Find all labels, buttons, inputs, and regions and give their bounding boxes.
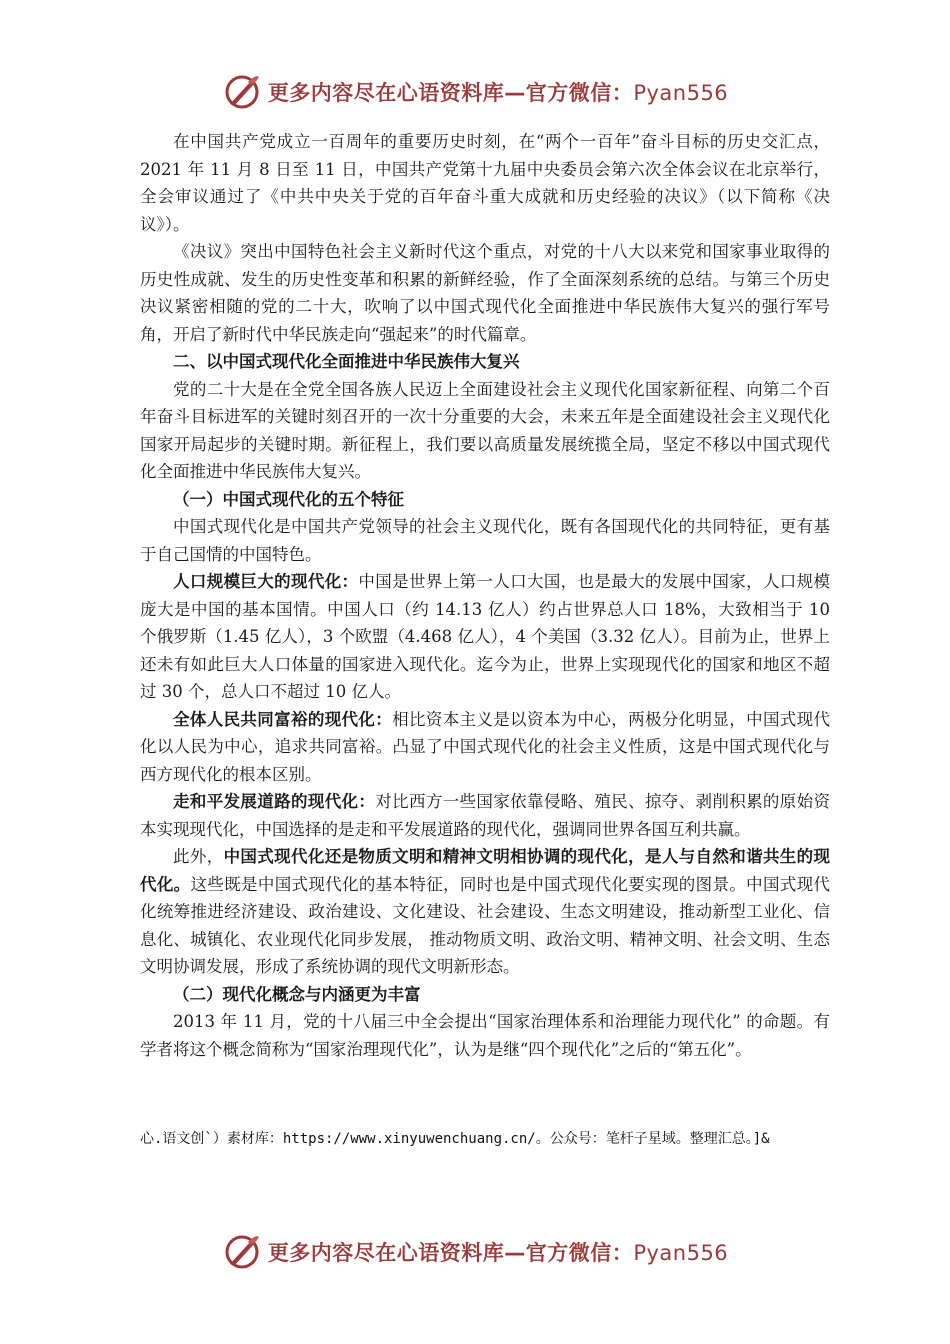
quill-logo-icon [222,1232,262,1272]
footer-banner [0,1230,950,1274]
banner-label: 更多内容尽在心语资料库—官方微信： [267,81,634,105]
banner-text [268,77,728,107]
paragraph-lead: 走和平发展道路的现代化： [173,792,376,811]
paragraph: 党的二十大是在全党全国各族人民迈上全面建设社会主义现代化国家新征程、向第二个百年奋斗目标进军的关键时刻召开的一次十分重要的大会，未来五年是全面建设社会主义现代化国家开局起步的关键时期。新征程上，我们要以高质量发展统揽全局，坚定不移以中国式现代化全面推进中华民族伟大复兴。 [140,379,830,481]
paragraph: 《决议》突出中国特色社会主义新时代这个重点，对党的十八大以来党和国家事业取得的历史性成就、发生的历史性变革和积累的新鲜经验，作了全面深刻系统的总结。与第三个历史决议紧密相随的党的二十大，吹响了以中国式现代化全面推进中华民族伟大复兴的强行军号角，开启了新时代中华民族走向“强起来”的时代篇章。 [140,242,830,344]
paragraph: 此外，中国式现代化还是物质文明和精神文明相协调的现代化，是人与自然和谐共生的现代化。这些既是中国式现代化的基本特征，同时也是中国式现代化要实现的图景。中国式现代化统筹推进经济建设、政治建设、文化建设、社会建设、生态文明建设，推动新型工业化、信息化、城镇化、农业现代化同步发展， 推动物质文明、政治文明、精神文明、社会文明、生态文明协调发展，形成了系统协调的现代文明新形态。 [140,847,831,976]
paragraph-lead: 人口规模巨大的现代化： [173,572,359,591]
paragraph: 在中国共产党成立一百周年的重要历史时刻，在“两个一百年”奋斗目标的历史交汇点，2021 年 11 月 8 日至 11 日，中国共产党第十九届中央委员会第六次全体会议在北京举行，全会审议通过了《中共中央关于党的百年奋斗重大成就和历史经验的决议》（以下简称《决议》）。 [140,132,830,234]
paragraph: 2013 年 11 月，党的十八届三中全会提出“国家治理体系和治理能力现代化” 的命题。有学者将这个概念简称为“国家治理现代化”，认为是继“四个现代化”之后的“第五化”。 [140,1012,830,1059]
banner-label: 更多内容尽在心语资料库—官方微信： [267,1241,634,1265]
paragraph: 走和平发展道路的现代化：对比西方一些国家依靠侵略、殖民、掠夺、剥削积累的原始资本实现现代化，中国选择的是走和平发展道路的现代化，强调同世界各国互利共赢。 [140,792,831,839]
banner-wechat-id: Pyan556 [633,81,729,105]
paragraph-lead: 全体人民共同富裕的现代化： [173,709,393,729]
paragraph: 人口规模巨大的现代化：中国是世界上第一人口大国，也是最大的发展中国家，人口规模庞大是中国的基本国情。中国人口（约 14.13 亿人）约占世界总人口 18%，大致相当于 10 个俄罗斯（1.45 亿人），3 个欧盟（4.468 亿人），4 个美国（3.32 亿人）。目前为止，世界上还未有如此巨大人口体量的国家进入现代化。迄今为止，世界上实现现代化的国家和地区不超过 30 个，总人口不超过 10 亿人。 [140,572,831,701]
section-heading: 二、以中国式现代化全面推进中华民族伟大复兴 [173,352,520,371]
banner-wechat-id: Pyan556 [633,1241,729,1265]
subsection-heading: （二）现代化概念与内涵更为丰富 [173,984,421,1004]
banner-text [268,1237,728,1267]
quill-logo-icon [222,72,262,112]
header-banner [0,70,950,114]
paragraph-lead: 中国式现代化还是物质文明和精神文明相协调的现代化，是人与自然和谐共生的现代化。 [140,847,831,894]
paragraph: 中国式现代化是中国共产党领导的社会主义现代化，既有各国现代化的共同特征，更有基于自己国情的中国特色。 [140,517,830,564]
source-footnote: 心.语文创`）素材库：https://www.xinyuwenchuang.cn/。公众号：笔杆子星域。整理汇总。]& [140,1131,770,1147]
document-body [140,128,830,1063]
subsection-heading: （一）中国式现代化的五个特征 [173,489,404,509]
paragraph: 全体人民共同富裕的现代化：相比资本主义是以资本为中心，两极分化明显，中国式现代化以人民为中心，追求共同富裕。凸显了中国式现代化的社会主义性质，这是中国式现代化与西方现代化的根本区别。 [140,709,831,784]
